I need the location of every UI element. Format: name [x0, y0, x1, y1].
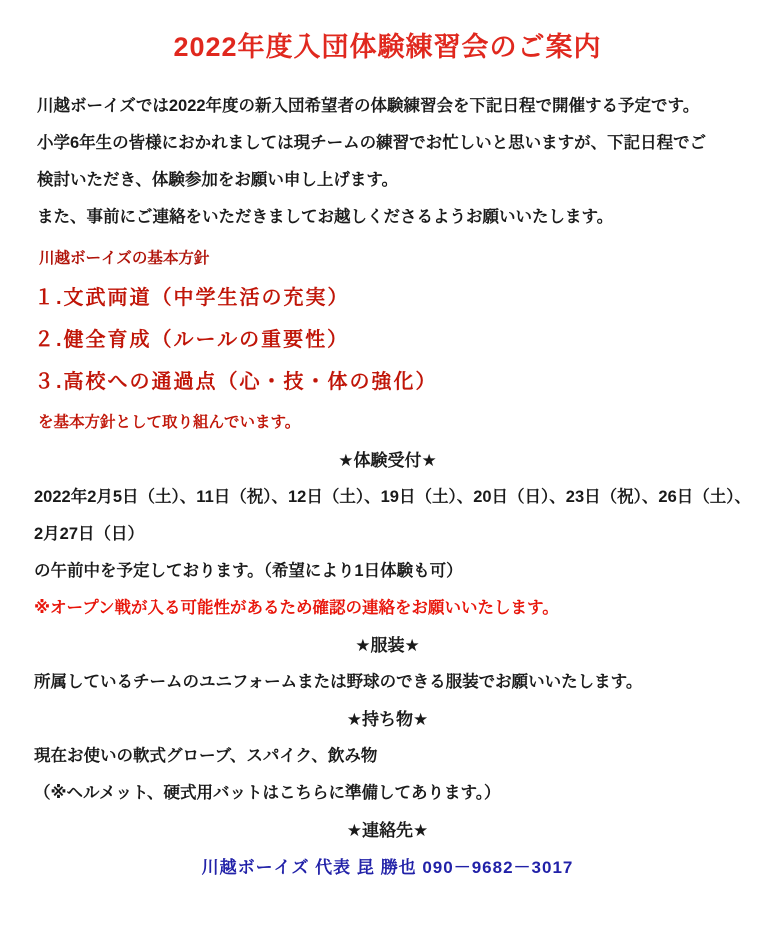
- reception-warning: ※オープン戦が入る可能性があるため確認の連絡をお願いいたします。: [34, 599, 559, 617]
- intro-line: 小学6年生の皆様におかれましては現チームの練習でお忙しいと思いますが、下記日程でご: [37, 134, 707, 152]
- intro-line: また、事前にご連絡をいただきましてお越しくださるようお願いいたします。: [37, 208, 614, 226]
- intro-line: 川越ボーイズでは2022年度の新入団希望者の体験練習会を下記日程で開催する予定です。: [37, 97, 700, 115]
- contact-header: ★連絡先★: [346, 821, 429, 840]
- reception-dates-line2: 2月27日（日）: [34, 525, 145, 543]
- reception-schedule-note: の午前中を予定しております。（希望により1日体験も可）: [34, 562, 463, 580]
- policy-item-3: ３.高校への通過点（心・技・体の強化）: [34, 371, 438, 393]
- policy-item-2: ２.健全育成（ルールの重要性）: [34, 329, 350, 351]
- policy-item-1: １.文武両道（中学生活の充実）: [34, 287, 350, 309]
- intro-line: 検討いただき、体験参加をお願い申し上げます。: [37, 171, 399, 189]
- intro-section: [34, 88, 741, 236]
- reception-dates-line1: 2022年2月5日（土）、11日（祝）、12日（土）、19日（土）、20日（日）、23日（祝）、26日（土）、: [34, 488, 752, 506]
- policy-section: [34, 240, 741, 442]
- page-title: 2022年度入団体験練習会のご案内: [173, 32, 602, 62]
- attire-section: [34, 627, 741, 701]
- reception-header: ★体験受付★: [338, 451, 437, 470]
- policy-heading: 川越ボーイズの基本方針: [39, 250, 210, 267]
- policy-closing: を基本方針として取り組んでいます。: [38, 414, 301, 431]
- reception-section: [34, 442, 752, 627]
- attire-body: 所属しているチームのユニフォームまたは野球のできる服装でお願いいたします。: [34, 673, 643, 691]
- contact-info: 川越ボーイズ 代表 昆 勝也 090－9682－3017: [201, 858, 574, 877]
- attire-header: ★服装★: [355, 636, 420, 655]
- contact-section: [34, 812, 741, 887]
- belongings-line1: 現在お使いの軟式グローブ、スパイク、飲み物: [34, 747, 378, 765]
- belongings-section: [34, 701, 741, 812]
- belongings-line2: （※ヘルメット、硬式用バットはこちらに準備してあります。）: [34, 784, 501, 802]
- belongings-header: ★持ち物★: [346, 710, 429, 729]
